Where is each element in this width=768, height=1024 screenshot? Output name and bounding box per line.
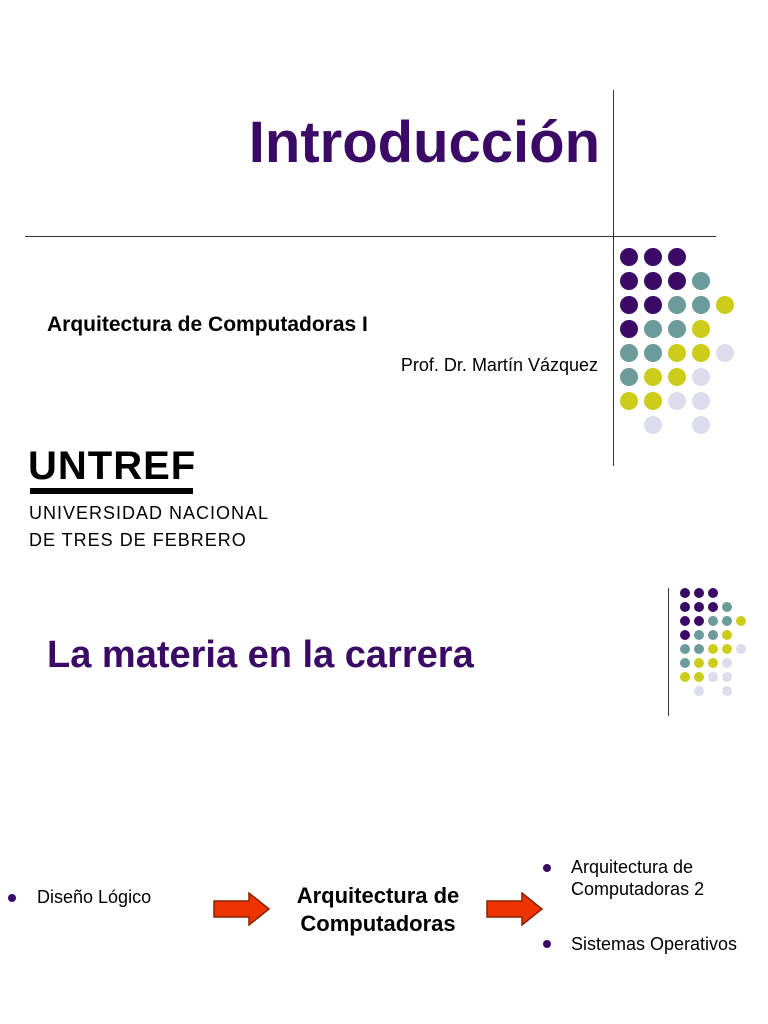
- decorative-dot: [694, 616, 704, 626]
- decorative-dot: [708, 644, 718, 654]
- decorative-dot: [680, 658, 690, 668]
- decorative-dot: [668, 392, 686, 410]
- slide2-title: La materia en la carrera: [47, 634, 474, 676]
- bullet-icon: [543, 864, 551, 872]
- decorative-dot: [620, 296, 638, 314]
- decorative-dot: [644, 416, 662, 434]
- bullet-icon: [543, 940, 551, 948]
- decorative-dot: [694, 588, 704, 598]
- vertical-divider-small: [668, 588, 669, 716]
- decorative-dot: [708, 672, 718, 682]
- decorative-dot: [620, 248, 638, 266]
- decorative-dot: [620, 344, 638, 362]
- decorative-dot: [722, 630, 732, 640]
- arrow-right-icon: [213, 892, 271, 926]
- decorative-dot: [708, 616, 718, 626]
- vertical-divider: [613, 90, 614, 466]
- decorative-dot: [722, 686, 732, 696]
- prerequisite-label: Diseño Lógico: [37, 887, 152, 907]
- decorative-dot: [722, 658, 732, 668]
- dot-grid-decoration: [620, 248, 750, 440]
- decorative-dot: [736, 616, 746, 626]
- decorative-dot: [692, 320, 710, 338]
- decorative-dot: [716, 344, 734, 362]
- bullet-icon: [8, 894, 16, 902]
- decorative-dot: [692, 272, 710, 290]
- decorative-dot: [692, 296, 710, 314]
- next-course-1: [571, 856, 704, 900]
- decorative-dot: [708, 658, 718, 668]
- current-course-line2: Computadoras: [300, 911, 456, 936]
- decorative-dot: [668, 320, 686, 338]
- university-name-line2: DE TRES DE FEBRERO: [29, 530, 247, 550]
- decorative-dot: [694, 630, 704, 640]
- course-subtitle: Arquitectura de Computadoras I: [47, 313, 368, 336]
- decorative-dot: [692, 392, 710, 410]
- decorative-dot: [722, 616, 732, 626]
- decorative-dot: [722, 644, 732, 654]
- decorative-dot: [692, 416, 710, 434]
- decorative-dot: [644, 368, 662, 386]
- decorative-dot: [692, 344, 710, 362]
- decorative-dot: [694, 644, 704, 654]
- decorative-dot: [620, 272, 638, 290]
- current-course-line1: Arquitectura de: [296, 883, 460, 908]
- decorative-dot: [668, 296, 686, 314]
- decorative-dot: [644, 296, 662, 314]
- decorative-dot: [694, 658, 704, 668]
- decorative-dot: [668, 344, 686, 362]
- next-course-1-line1: Arquitectura de: [571, 857, 694, 877]
- decorative-dot: [644, 248, 662, 266]
- horizontal-divider: [25, 236, 716, 237]
- decorative-dot: [620, 392, 638, 410]
- decorative-dot: [708, 588, 718, 598]
- arrow-right-icon: [486, 892, 544, 926]
- decorative-dot: [644, 320, 662, 338]
- decorative-dot: [708, 602, 718, 612]
- decorative-dot: [620, 368, 638, 386]
- university-name-line1: UNIVERSIDAD NACIONAL: [29, 503, 270, 523]
- logo-underline: [30, 488, 193, 494]
- university-logo-wordmark: UNTREF: [28, 444, 197, 488]
- decorative-dot: [722, 602, 732, 612]
- decorative-dot: [644, 392, 662, 410]
- decorative-dot: [680, 616, 690, 626]
- decorative-dot: [722, 672, 732, 682]
- decorative-dot: [644, 344, 662, 362]
- decorative-dot: [668, 248, 686, 266]
- decorative-dot: [680, 630, 690, 640]
- next-course-2: Sistemas Operativos: [571, 934, 738, 954]
- decorative-dot: [716, 296, 734, 314]
- decorative-dot: [736, 644, 746, 654]
- decorative-dot: [680, 644, 690, 654]
- next-course-1-line2: Computadoras 2: [571, 879, 705, 899]
- decorative-dot: [644, 272, 662, 290]
- decorative-dot: [668, 368, 686, 386]
- dot-grid-decoration-small: [680, 588, 752, 700]
- professor-name: Prof. Dr. Martín Vázquez: [400, 355, 598, 375]
- decorative-dot: [694, 672, 704, 682]
- slide-title: Introducción: [248, 110, 600, 175]
- decorative-dot: [708, 630, 718, 640]
- decorative-dot: [680, 602, 690, 612]
- decorative-dot: [668, 272, 686, 290]
- decorative-dot: [620, 320, 638, 338]
- decorative-dot: [694, 686, 704, 696]
- current-course: [280, 882, 476, 938]
- decorative-dot: [680, 672, 690, 682]
- decorative-dot: [680, 588, 690, 598]
- decorative-dot: [694, 602, 704, 612]
- decorative-dot: [692, 368, 710, 386]
